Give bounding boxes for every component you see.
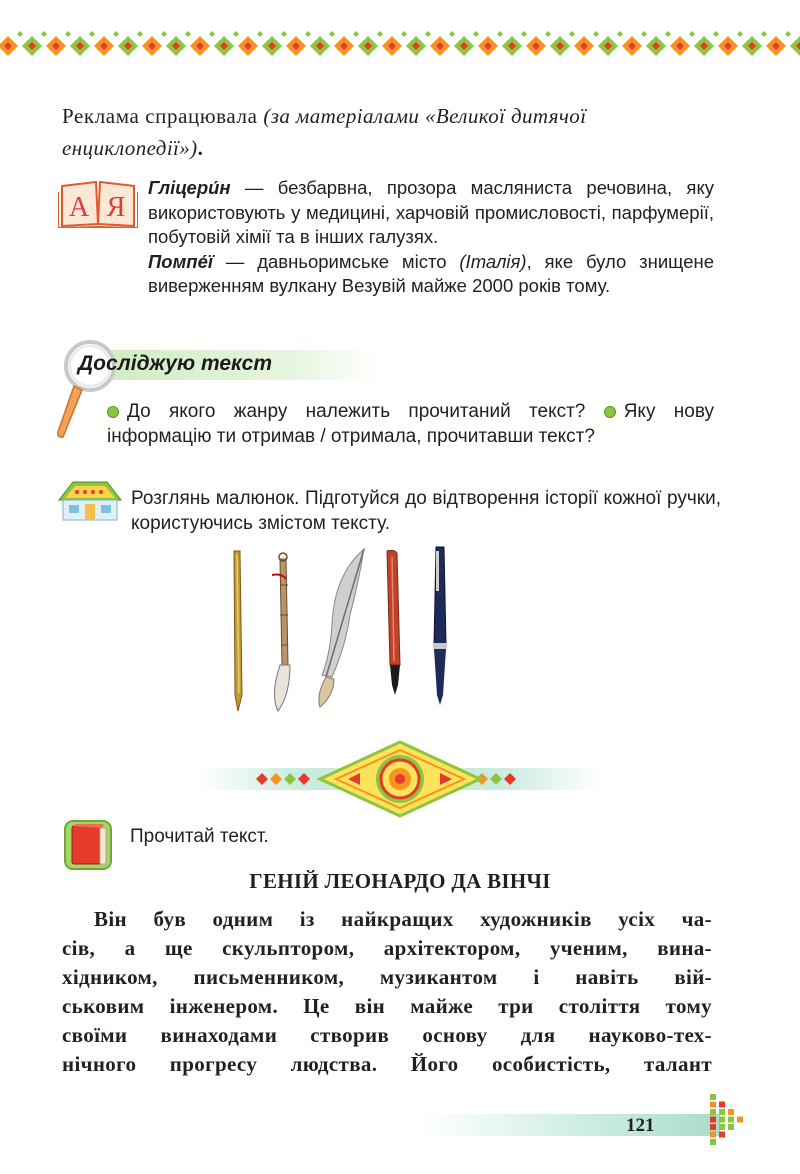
ornament-dot	[41, 31, 47, 37]
ornament-dot	[209, 31, 215, 37]
dictionary-letter-ya: Я	[106, 192, 126, 223]
intro-text: Реклама спрацювала	[62, 104, 258, 128]
ornament-square	[719, 1132, 725, 1138]
footer-band	[420, 1110, 720, 1140]
glossary-term: Гліцери́н	[148, 177, 231, 198]
ornament-dot	[161, 31, 167, 37]
pens-illustration	[222, 545, 472, 715]
research-questions	[107, 399, 714, 449]
ornament-dot	[233, 31, 239, 37]
read-task: Прочитай текст.	[130, 826, 269, 847]
story-line: Він був одним із найкращих художників усіх ча-	[94, 907, 712, 931]
ornament-square	[728, 1117, 734, 1123]
glossary-entry-pompeii	[148, 250, 714, 299]
ornament-square	[710, 1094, 716, 1100]
house-icon	[57, 480, 123, 522]
book-icon	[64, 820, 112, 870]
ornament-dot	[257, 31, 263, 37]
ornament-dot	[17, 31, 23, 37]
page-number: 121	[626, 1115, 655, 1136]
glossary-region: (Італія)	[459, 250, 527, 272]
story-line: хідником, письменником, музикантом і навіть вій-	[62, 965, 712, 989]
glossary-definition: — давньоримське місто	[213, 250, 460, 272]
intro-paragraph	[62, 100, 727, 164]
ornament-dot	[473, 31, 479, 37]
ornament-square	[719, 1102, 725, 1108]
question-2: Яку нову інформацію ти отримав / отримала, прочитавши текст?	[107, 401, 715, 447]
ornament-dot	[353, 31, 359, 37]
top-ornament-border	[0, 0, 800, 80]
story-line: сів, а ще скульптором, архітектором, ученим, вина-	[62, 936, 712, 960]
bullet-icon	[107, 406, 119, 418]
ornament-dot	[713, 31, 719, 37]
ornament-dot	[401, 31, 407, 37]
ornament-dot	[569, 31, 575, 37]
ornament-square	[728, 1109, 734, 1115]
quill-pen	[319, 549, 364, 707]
ornament-dot	[281, 31, 287, 37]
ornament-square	[710, 1109, 716, 1115]
ornament-square	[719, 1117, 725, 1123]
ornament-dot	[593, 31, 599, 37]
ornament-dot	[305, 31, 311, 37]
ornament-square	[710, 1139, 716, 1145]
story-line: нічного прогресу людства. Його особистість, талант	[62, 1052, 712, 1076]
glossary-definition: — безбарвна, прозора масляниста речовина, яку використовують у медицині, харчовій промисловості, парфумерії, побутовій хімії та в інших галузях.	[148, 177, 714, 247]
ballpoint-pen	[433, 547, 447, 705]
ornament-divider	[200, 740, 600, 818]
story-line: ськовим інженером. Це він майже три століття тому	[62, 994, 712, 1018]
brush-pen	[272, 553, 290, 711]
dictionary-letter-a: А	[68, 192, 90, 223]
story-line: своїми винаходами створив основу для науково-тех-	[62, 1023, 712, 1047]
question-1: До якого жанру належить прочитаний текст?	[127, 401, 586, 422]
ornament-dot	[449, 31, 455, 37]
ornament-dot	[137, 31, 143, 37]
ornament-dot	[113, 31, 119, 37]
ornament-dot	[689, 31, 695, 37]
ornament-dot	[377, 31, 383, 37]
research-title: Досліджую текст	[78, 352, 273, 375]
glossary-entry-glycerin	[148, 176, 714, 250]
ornament-square	[710, 1117, 716, 1123]
ornament-square	[737, 1117, 743, 1123]
ornament-dot	[497, 31, 503, 37]
ornament-dot	[425, 31, 431, 37]
fountain-pen	[387, 550, 400, 695]
glossary	[148, 176, 714, 299]
glossary-term: Помпе́ї	[148, 250, 214, 272]
ornament-dot	[545, 31, 551, 37]
story-title: ГЕНІЙ ЛЕОНАРДО ДА ВІНЧІ	[249, 869, 551, 893]
bullet-icon	[604, 406, 616, 418]
ornament-square	[719, 1124, 725, 1130]
task-text: Розглянь малюнок. Підготуйся до відтворення історії кожної ручки, користуючись змістом тексту.	[131, 488, 721, 534]
ornament-dot	[665, 31, 671, 37]
ornament-dot	[521, 31, 527, 37]
ornament-square	[710, 1102, 716, 1108]
intro-source: (за матеріалами «Великої дитячої енциклопедії»)	[62, 104, 587, 160]
dictionary-icon	[58, 180, 138, 228]
ornament-square	[728, 1124, 734, 1130]
intro-end: .	[197, 136, 204, 160]
ornament-dot	[65, 31, 71, 37]
ornament-dot	[737, 31, 743, 37]
ornament-dot	[785, 31, 791, 37]
ornament-dot	[641, 31, 647, 37]
ornament-dot	[89, 31, 95, 37]
footer-ornament	[700, 1090, 780, 1150]
ornament-square	[719, 1109, 725, 1115]
ornament-square	[710, 1124, 716, 1130]
ornament-dot	[185, 31, 191, 37]
glossary-definition-end: , яке було знищене виверженням вулкану Везувій майже 2000 років тому.	[148, 250, 714, 296]
ornament-square	[710, 1132, 716, 1138]
ornament-dot	[329, 31, 335, 37]
story-text	[62, 905, 712, 1079]
gold-stylus-pen	[234, 551, 242, 711]
ornament-dot	[617, 31, 623, 37]
ornament-dot	[761, 31, 767, 37]
